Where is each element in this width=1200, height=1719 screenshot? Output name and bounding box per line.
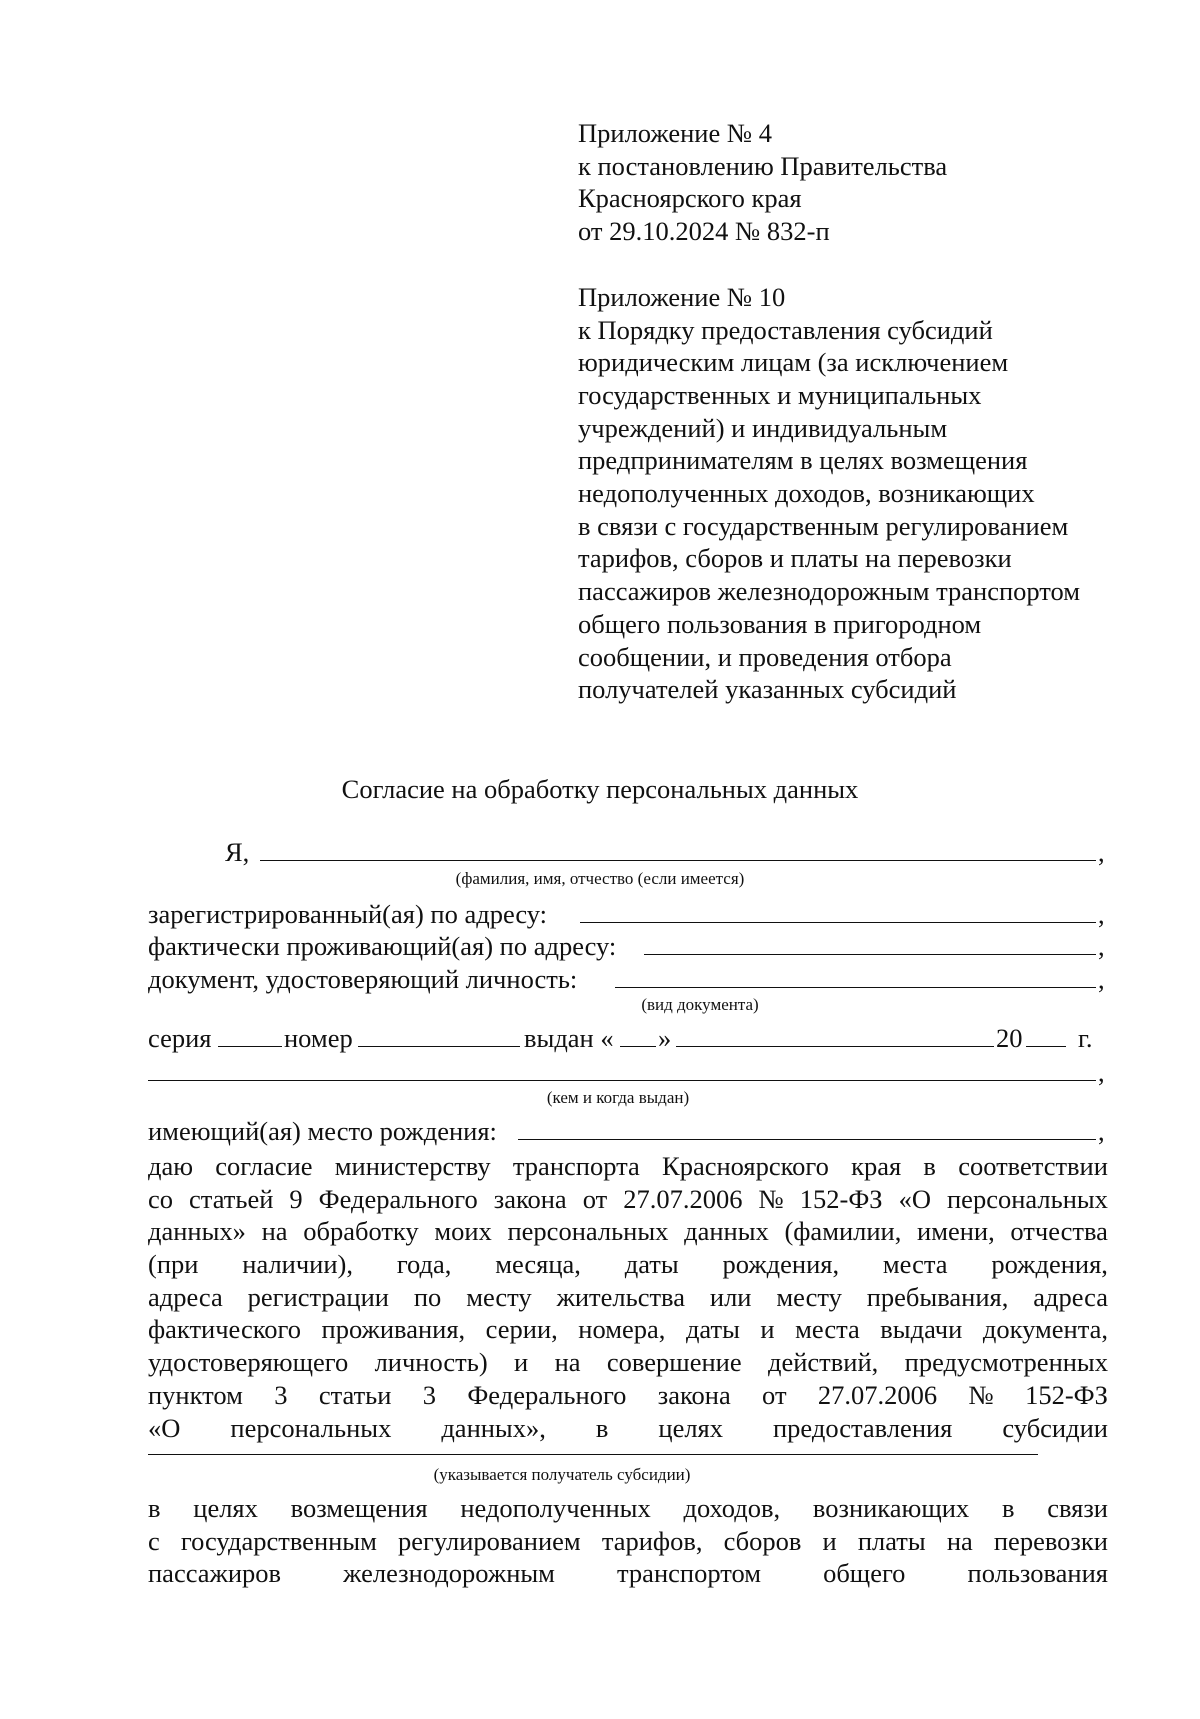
word: связи bbox=[1047, 1493, 1108, 1523]
word: субсидии bbox=[1002, 1412, 1108, 1443]
word: от bbox=[582, 1183, 608, 1214]
text-line bbox=[148, 1492, 1108, 1525]
word: персональных bbox=[947, 1183, 1108, 1214]
actual-address-field[interactable] bbox=[644, 954, 1096, 955]
word: или bbox=[709, 1281, 752, 1312]
text-line bbox=[148, 1557, 1108, 1590]
word: согласие bbox=[215, 1151, 313, 1181]
text-line bbox=[148, 1183, 1108, 1216]
fio-caption: (фамилия, имя, отчество (если имеется) bbox=[455, 869, 745, 888]
series-field[interactable] bbox=[218, 1046, 282, 1047]
registered-row bbox=[148, 898, 1108, 932]
word: министерству bbox=[334, 1151, 491, 1181]
text-line bbox=[148, 1525, 1108, 1558]
registered-address-field[interactable] bbox=[580, 922, 1096, 923]
word: с bbox=[148, 1525, 160, 1556]
header-line: предпринимателям в целях возмещения bbox=[578, 445, 1028, 476]
word: моих bbox=[434, 1216, 492, 1247]
document-type-field[interactable] bbox=[615, 987, 1096, 988]
header-line: к постановлению Правительства bbox=[578, 150, 948, 181]
word: года, bbox=[396, 1249, 452, 1280]
issued-by-field[interactable] bbox=[148, 1080, 1096, 1081]
word: личность) bbox=[374, 1347, 488, 1378]
word: данных bbox=[684, 1216, 769, 1247]
word: пребывания, bbox=[866, 1281, 1009, 1312]
word: в bbox=[1001, 1493, 1015, 1523]
word: 27.07.2006 bbox=[817, 1379, 938, 1410]
number-label: номер bbox=[284, 1023, 353, 1053]
issued-label: выдан « bbox=[524, 1023, 614, 1053]
fio-caption-row bbox=[0, 869, 1200, 889]
word: со bbox=[148, 1183, 174, 1214]
recipient-caption-row bbox=[0, 1465, 1162, 1485]
header-line: получателей указанных субсидий bbox=[578, 674, 957, 705]
word: статьи bbox=[318, 1379, 392, 1410]
header-line: общего пользования в пригородном bbox=[578, 608, 982, 639]
word: месту bbox=[776, 1281, 842, 1312]
word: фактического bbox=[148, 1314, 301, 1345]
actual-row bbox=[148, 930, 1108, 964]
header-line: к Порядку предоставления субсидий bbox=[578, 314, 993, 345]
word: проживания, bbox=[321, 1314, 466, 1345]
word: транспорта bbox=[512, 1151, 640, 1181]
word: данных» bbox=[148, 1216, 246, 1247]
word: обработку bbox=[303, 1216, 419, 1247]
word: пассажиров bbox=[148, 1558, 282, 1589]
year-prefix: 20 bbox=[996, 1023, 1023, 1053]
word: платы bbox=[857, 1525, 926, 1556]
word: в bbox=[595, 1412, 609, 1443]
comma: , bbox=[1098, 964, 1105, 994]
word: возмещения bbox=[290, 1493, 428, 1523]
word: сборов bbox=[723, 1525, 802, 1556]
word: месяца, bbox=[495, 1249, 581, 1280]
word: целях bbox=[193, 1493, 258, 1523]
word: действий, bbox=[767, 1347, 879, 1378]
word: предоставления bbox=[773, 1412, 953, 1443]
header-line: недополученных доходов, возникающих bbox=[578, 478, 1035, 509]
purpose-paragraph bbox=[148, 1492, 1108, 1590]
comma: , bbox=[1098, 899, 1105, 929]
word: (фамилии, bbox=[784, 1216, 902, 1247]
word: 152-ФЗ bbox=[799, 1183, 883, 1214]
issued-close: » bbox=[658, 1023, 672, 1053]
word: рождения, bbox=[991, 1249, 1108, 1280]
header-line: Приложение № 4 bbox=[578, 118, 773, 148]
word: серии, bbox=[485, 1314, 558, 1345]
word: места bbox=[795, 1314, 860, 1345]
word: жительства bbox=[556, 1281, 685, 1312]
issued-by-caption-row bbox=[18, 1088, 1200, 1108]
number-field[interactable] bbox=[358, 1046, 520, 1047]
birthplace-field[interactable] bbox=[518, 1139, 1096, 1140]
word: предусмотренных bbox=[904, 1347, 1108, 1378]
word: на bbox=[261, 1216, 288, 1247]
series-label: серия bbox=[148, 1023, 212, 1053]
text-line bbox=[148, 1150, 1108, 1183]
word: номера, bbox=[578, 1314, 666, 1345]
word: на bbox=[946, 1525, 973, 1556]
word: транспортом bbox=[617, 1558, 761, 1589]
word: государственным bbox=[180, 1525, 377, 1556]
word: «О bbox=[148, 1412, 181, 1443]
appendix-header bbox=[578, 117, 1138, 706]
word: возникающих bbox=[812, 1493, 970, 1523]
word: и bbox=[822, 1525, 837, 1556]
word: статьей bbox=[189, 1183, 274, 1214]
text-line bbox=[148, 1346, 1108, 1379]
word: регистрации bbox=[247, 1281, 389, 1312]
word: 3 bbox=[274, 1379, 288, 1410]
word: наличии), bbox=[242, 1249, 353, 1280]
word: № bbox=[758, 1183, 784, 1214]
text-line bbox=[148, 1281, 1108, 1314]
word: Красноярского bbox=[662, 1151, 829, 1181]
issued-day-field[interactable] bbox=[620, 1046, 656, 1047]
word: 27.07.2006 bbox=[623, 1183, 743, 1214]
word: удостоверяющего bbox=[148, 1347, 349, 1378]
word: места bbox=[882, 1249, 948, 1280]
word: закона bbox=[493, 1183, 567, 1214]
word: персональных bbox=[230, 1412, 392, 1443]
comma: , bbox=[1098, 837, 1105, 867]
word: общего bbox=[823, 1558, 906, 1589]
word: пользования bbox=[967, 1558, 1108, 1589]
word: недополученных bbox=[460, 1493, 651, 1523]
text-line bbox=[148, 1313, 1108, 1346]
word: даты bbox=[685, 1314, 740, 1345]
document-label: документ, удостоверяющий личность: bbox=[148, 964, 578, 994]
word: пунктом bbox=[148, 1379, 243, 1410]
word: имени, bbox=[917, 1216, 995, 1247]
word: (при bbox=[148, 1249, 199, 1280]
ya-label: Я, bbox=[225, 837, 250, 867]
word: «О bbox=[898, 1183, 931, 1214]
issued-by-caption: (кем и когда выдан) bbox=[546, 1088, 690, 1107]
word: доходов, bbox=[683, 1493, 781, 1523]
header-line: от 29.10.2024 № 832-п bbox=[578, 216, 830, 247]
header-line: в связи с государственным регулированием bbox=[578, 510, 1069, 541]
word: персональных bbox=[507, 1216, 669, 1247]
word: и bbox=[760, 1314, 775, 1345]
word: адреса bbox=[1033, 1281, 1108, 1312]
comma: , bbox=[1098, 1116, 1105, 1146]
word: в bbox=[148, 1493, 161, 1523]
word: совершение bbox=[606, 1347, 742, 1378]
birthplace-label: имеющий(ая) место рождения: bbox=[148, 1116, 497, 1146]
text-line bbox=[148, 1215, 1108, 1248]
issued-month-field[interactable] bbox=[676, 1046, 994, 1047]
issued-year-field[interactable] bbox=[1026, 1046, 1066, 1047]
header-line: учреждений) и индивидуальным bbox=[578, 412, 948, 443]
word: 152-ФЗ bbox=[1025, 1379, 1108, 1410]
word: документа, bbox=[982, 1314, 1108, 1345]
word: адреса bbox=[148, 1281, 223, 1312]
word: рождения, bbox=[722, 1249, 840, 1280]
document-title: Согласие на обработку персональных данных bbox=[341, 774, 859, 804]
doc-caption: (вид документа) bbox=[641, 995, 759, 1014]
recipient-field[interactable] bbox=[148, 1454, 1038, 1455]
word: месту bbox=[466, 1281, 532, 1312]
word: железнодорожным bbox=[343, 1558, 555, 1589]
word: Федерального bbox=[467, 1379, 627, 1410]
word: по bbox=[413, 1281, 442, 1312]
appendix-10-block bbox=[578, 281, 1138, 706]
header-line: государственных и муниципальных bbox=[578, 379, 982, 410]
word: 3 bbox=[422, 1379, 437, 1410]
word: на bbox=[554, 1347, 581, 1378]
document-row bbox=[148, 963, 1108, 997]
registered-label: зарегистрированный(ая) по адресу: bbox=[148, 899, 548, 929]
fio-row bbox=[148, 836, 1108, 870]
series-row bbox=[148, 1022, 1108, 1056]
word: края bbox=[851, 1151, 902, 1181]
word: целях bbox=[658, 1412, 723, 1443]
word: данных», bbox=[441, 1412, 546, 1443]
actual-label: фактически проживающий(ая) по адресу: bbox=[148, 931, 617, 961]
header-line: сообщении, и проведения отбора bbox=[578, 641, 952, 672]
issued-by-row bbox=[148, 1056, 1108, 1090]
word: в bbox=[923, 1151, 936, 1181]
word: Федерального bbox=[318, 1183, 478, 1214]
consent-paragraph bbox=[148, 1150, 1108, 1444]
word: 9 bbox=[289, 1183, 303, 1214]
word: закона bbox=[657, 1379, 731, 1410]
header-line: Красноярского края bbox=[578, 183, 802, 214]
recipient-caption: (указывается получатель субсидии) bbox=[433, 1465, 691, 1484]
word: даю bbox=[148, 1151, 194, 1181]
birthplace-row bbox=[148, 1115, 1108, 1149]
header-line: пассажиров железнодорожным транспортом bbox=[578, 576, 1081, 607]
comma: , bbox=[1098, 1057, 1105, 1087]
text-line bbox=[148, 1248, 1108, 1281]
word: тарифов, bbox=[601, 1525, 703, 1556]
word: № bbox=[968, 1379, 994, 1410]
fio-field[interactable] bbox=[260, 860, 1096, 861]
word: выдачи bbox=[880, 1314, 963, 1345]
word: от bbox=[762, 1379, 787, 1410]
word: даты bbox=[624, 1249, 679, 1280]
word: регулированием bbox=[398, 1525, 581, 1556]
word: перевозки bbox=[993, 1525, 1108, 1556]
text-line bbox=[148, 1379, 1108, 1412]
header-line: Приложение № 10 bbox=[578, 281, 786, 312]
header-line: тарифов, сборов и платы на перевозки bbox=[578, 543, 1012, 574]
appendix-4-block bbox=[578, 117, 1138, 248]
doc-caption-row bbox=[100, 995, 1200, 1015]
comma: , bbox=[1098, 931, 1105, 961]
word: соответствии bbox=[958, 1151, 1108, 1181]
word: отчества bbox=[1010, 1216, 1108, 1247]
word: и bbox=[514, 1347, 529, 1378]
year-suffix: г. bbox=[1078, 1023, 1093, 1053]
recipient-row bbox=[148, 1430, 1108, 1464]
header-line: юридическим лицам (за исключением bbox=[578, 347, 1009, 378]
